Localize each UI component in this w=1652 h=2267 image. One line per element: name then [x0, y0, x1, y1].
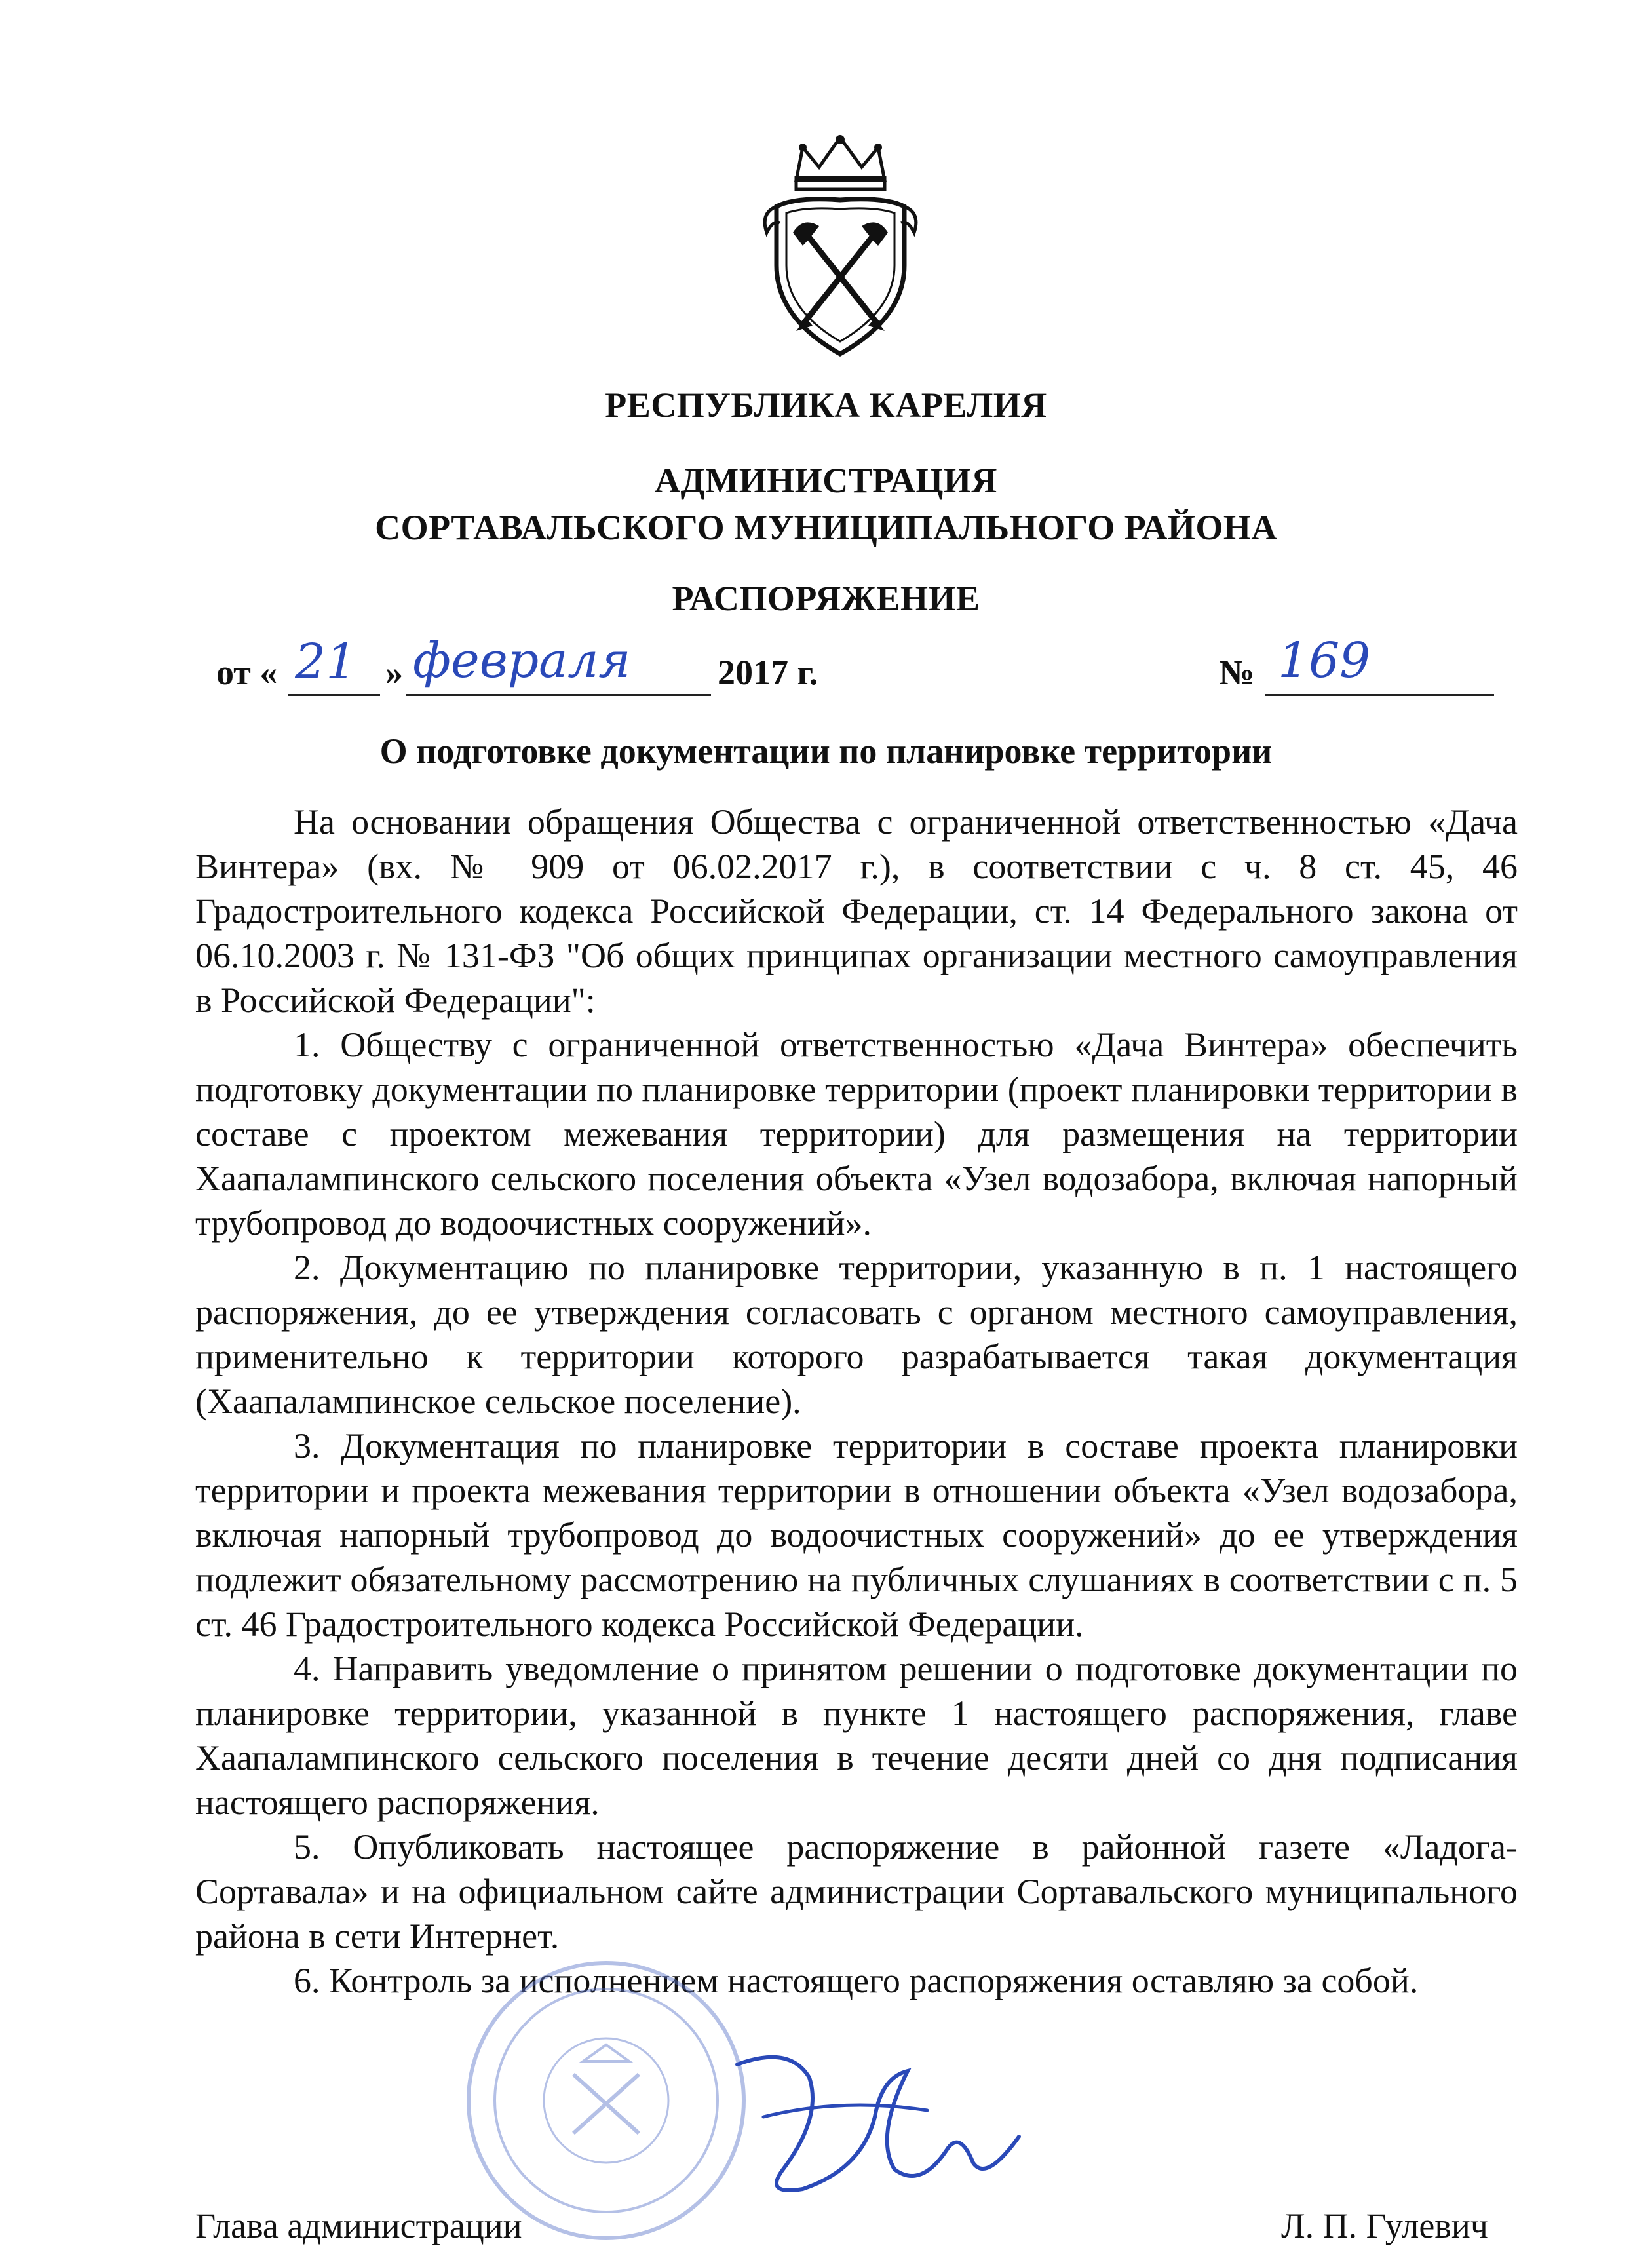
- date-year: 2017 г.: [718, 653, 818, 692]
- clause-1: 1. Обществу с ограниченной ответственностью «Дача Винтера» обеспечить подготовку документации по планировке территории (проект планировки территории в составе с проектом межевания территории) для размещения на территории Хаапалампинского сельского поселения объекта «Узел водозабора, включая напорный трубопровод до водоочистных сооружений».: [195, 1025, 1518, 1243]
- date-mid: »: [385, 653, 403, 692]
- clause-2: 2. Документацию по планировке территории, указанную в п. 1 настоящего распоряжения, до ее утверждения согласовать с органом местного самоуправления, применительно к территории которого разрабатывается такая документация (Хаапалампинское сельское поселение).: [195, 1248, 1518, 1421]
- clause-5: 5. Опубликовать настоящее распоряжение в районной газете «Ладога-Сортавала» и на официальном сайте администрации Сортавальского муниципального района в сети Интернет.: [195, 1827, 1518, 1956]
- date-day-handwritten: 21: [295, 634, 357, 690]
- signatory-name: Л. П. Гулевич: [1281, 2206, 1488, 2245]
- signatory-position: Глава администрации: [195, 2206, 522, 2245]
- clause-3: 3. Документация по планировке территории в составе проекта планировки территории и проекта межевания территории в отношении объекта «Узел водозабора, включая напорный трубопровод до водоочистных сооружений» до ее утверждения подлежит обязательному рассмотрению на публичных слушаниях в соответствии с п. 5 ст. 46 Градостроительного кодекса Российской Федерации.: [195, 1426, 1518, 1644]
- handwritten-signature: [711, 2038, 1039, 2209]
- clause-6: 6. Контроль за исполнением настоящего распоряжения оставляю за собой.: [294, 1961, 1419, 2000]
- document-body: [195, 800, 1518, 2003]
- header-doc-type: РАСПОРЯЖЕНИЕ: [672, 579, 980, 618]
- header-administration: АДМИНИСТРАЦИЯ: [655, 461, 997, 500]
- date-month-underline: [406, 694, 711, 696]
- number-label: №: [1219, 653, 1255, 692]
- number-underline: [1265, 694, 1494, 696]
- official-stamp: [462, 1956, 750, 2245]
- date-month-handwritten: февраля: [413, 632, 631, 689]
- date-prefix: от «: [216, 653, 278, 692]
- preamble-paragraph: На основании обращения Общества с ограниченной ответственностью «Дача Винтера» (вх. № 909 от 06.02.2017 г.), в соответствии с ч. 8 ст. 45, 46 Градостроительного кодекса Российской Федерации, ст. 14 Федерального закона от 06.10.2003 г. № 131-ФЗ "Об общих принципах организации местного самоуправления в Российской Федерации":: [195, 802, 1518, 1020]
- date-line: [0, 632, 1652, 705]
- clause-4: 4. Направить уведомление о принятом решении о подготовке документации по планировке территории, указанной в пункте 1 настоящего распоряжения, главе Хаапалампинского сельского поселения в течение десяти дней со дня подписания настоящего распоряжения.: [195, 1649, 1518, 1822]
- header-district: СОРТАВАЛЬСКОГО МУНИЦИПАЛЬНОГО РАЙОНА: [375, 508, 1277, 547]
- document-title: О подготовке документации по планировке территории: [379, 731, 1273, 771]
- coat-of-arms-emblem: [757, 134, 924, 357]
- header-republic: РЕСПУБЛИКА КАРЕЛИЯ: [605, 385, 1047, 425]
- date-day-underline: [288, 694, 380, 696]
- doc-number-handwritten: 169: [1278, 632, 1371, 689]
